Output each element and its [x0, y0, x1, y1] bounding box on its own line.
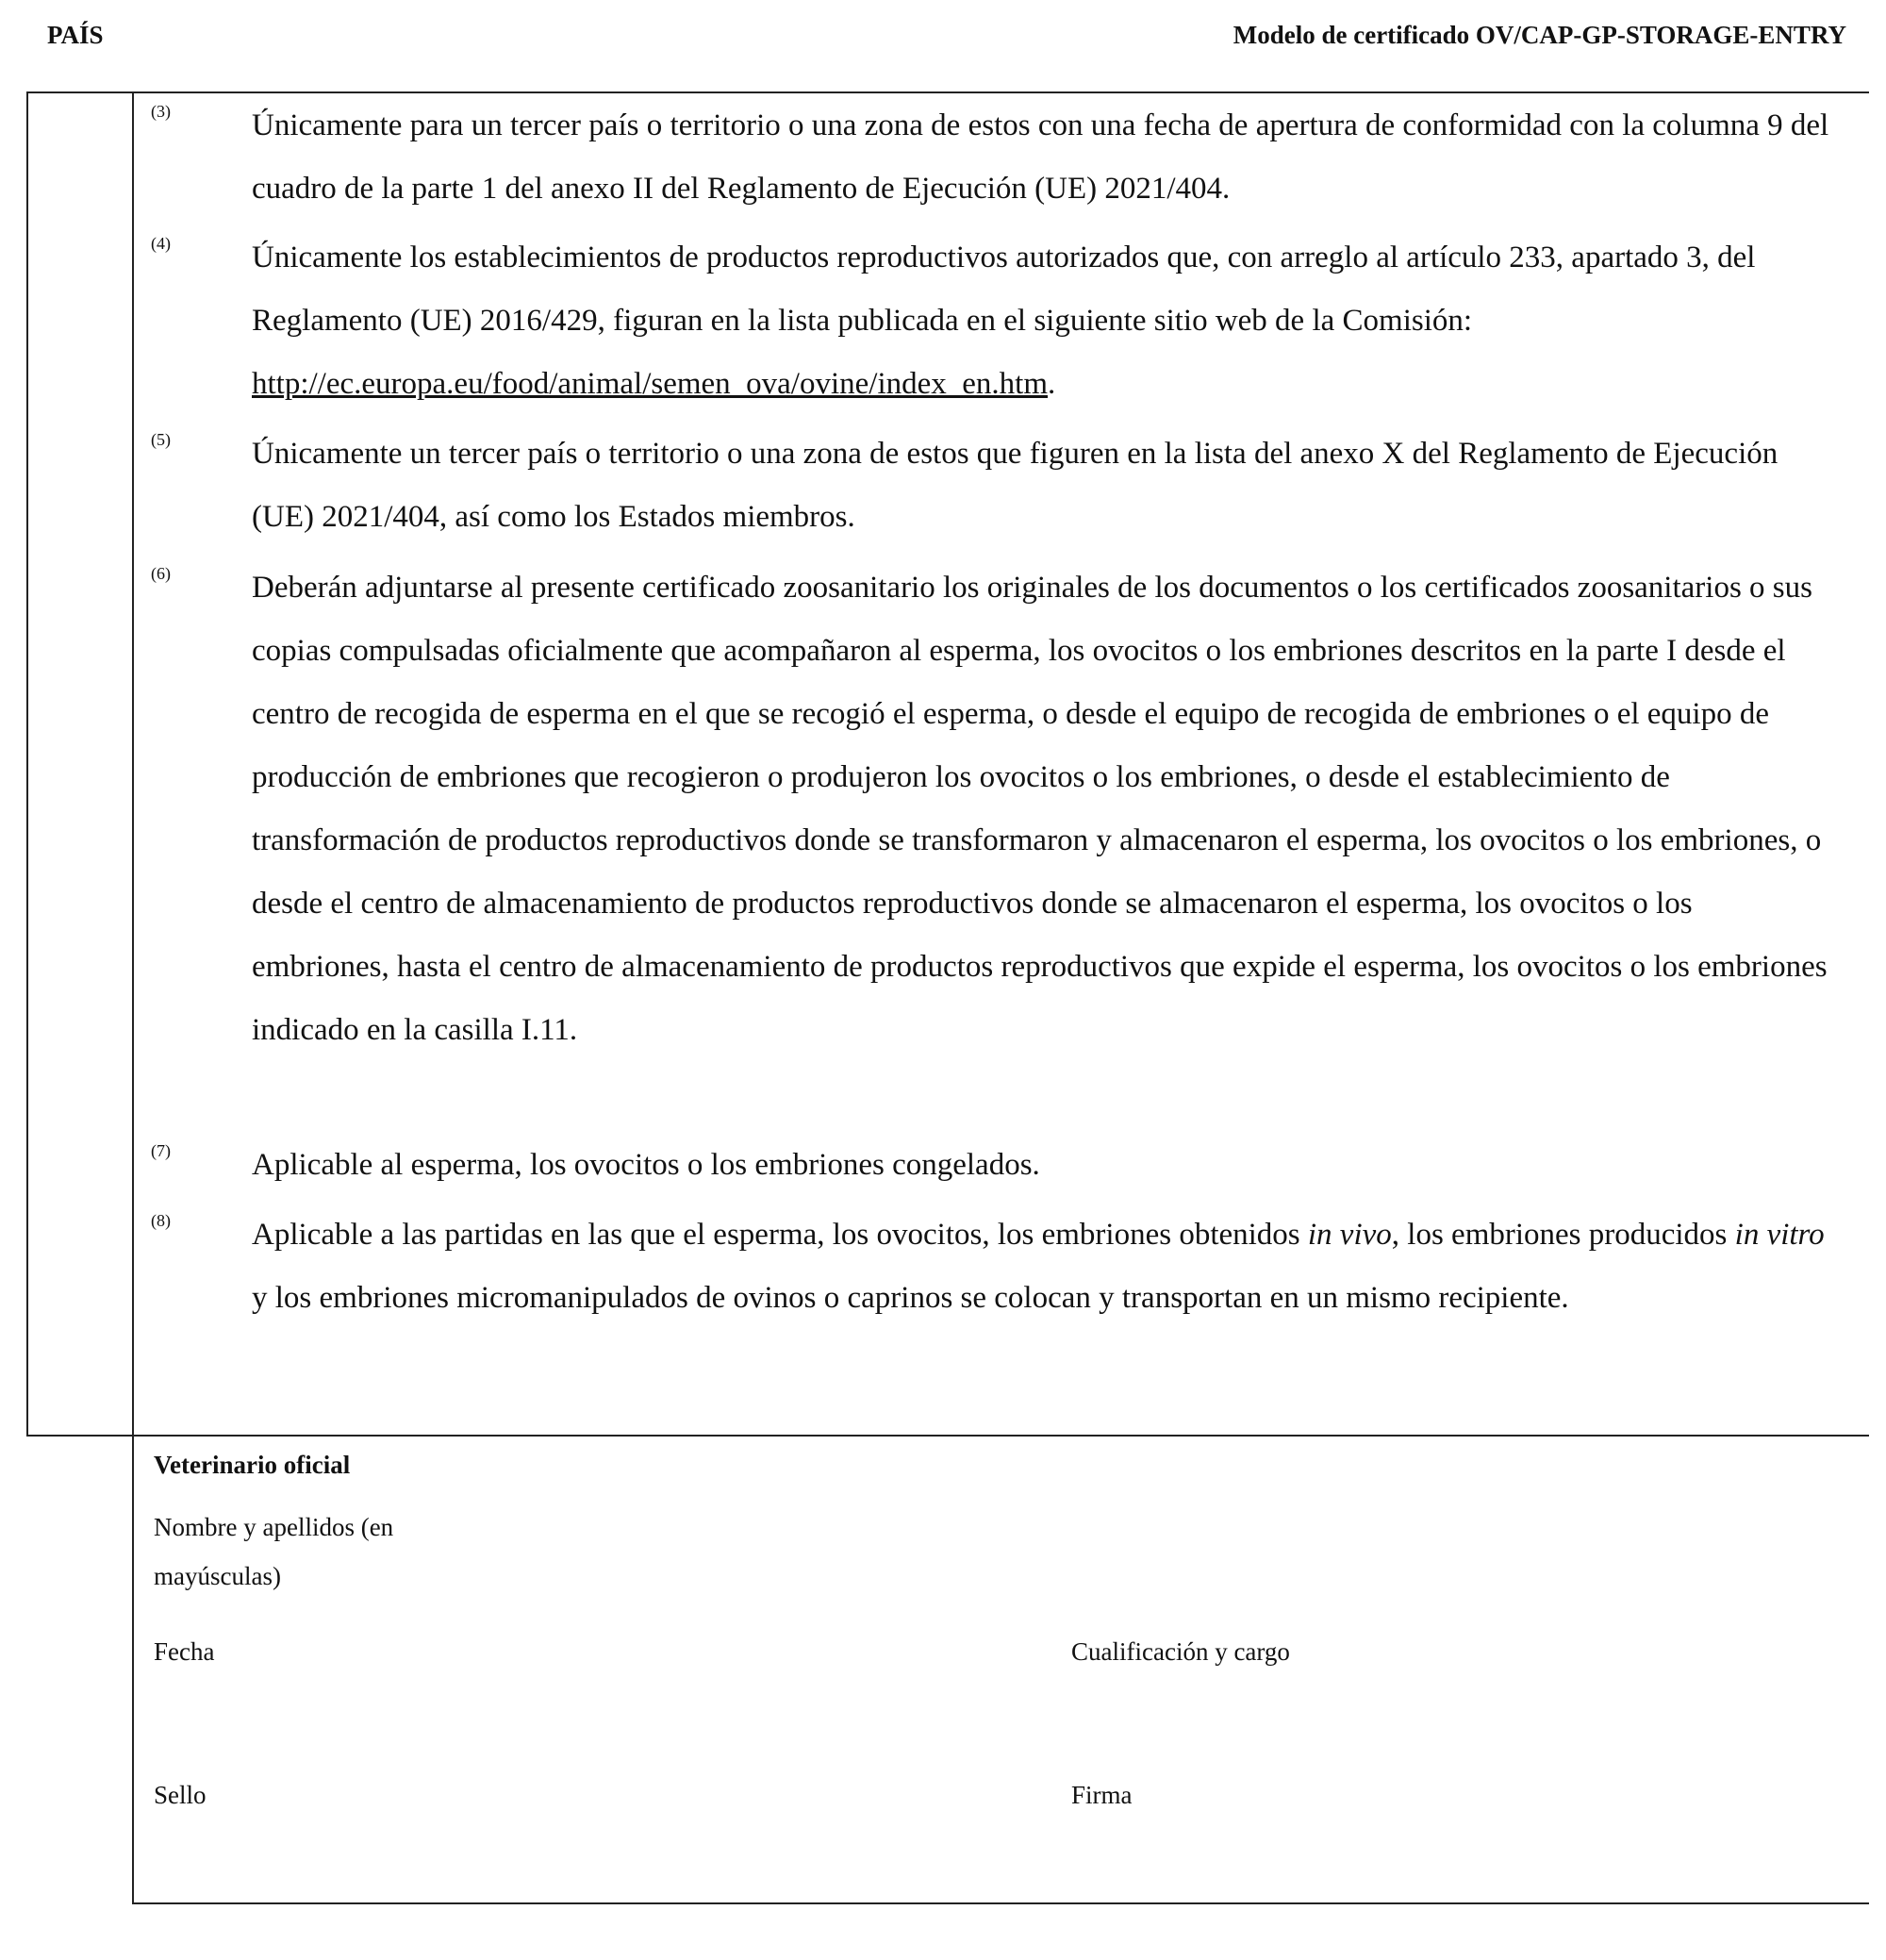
country-header: PAÍS [47, 21, 104, 49]
footnote-text [252, 226, 1836, 416]
footnote-number: (7) [151, 1141, 171, 1160]
commission-website-link[interactable]: http://ec.europa.eu/food/animal/semen_ova/ovine/index_en.htm [252, 367, 1049, 401]
footnote-text: Deberán adjuntarse al presente certificado zoosanitario los originales de los documentos o los certificados zoosanitarios o sus copias compulsadas oficialmente que acompañaron al esperma, los ovocitos o los embriones descritos en la parte I desde el centro de recogida de esperma en el que se recogió el esperma, o desde el equipo de recogida de embriones o el equipo de producción de embriones que recogieron o produjeron los ovocitos o los embriones, o desde el establecimiento de transformación de productos reproductivos donde se transformaron y almacenaron el esperma, los ovocitos o los embriones, o desde el centro de almacenamiento de productos reproductivos donde se almacenaron el esperma, los ovocitos o los embriones, hasta el centro de almacenamiento de productos reproductivos que expide el esperma, los ovocitos o los embriones indicado en la casilla I.11. [252, 571, 1828, 1047]
footnote-number: (8) [151, 1211, 171, 1230]
footnote-number: (3) [151, 102, 171, 121]
official-veterinarian-title: Veterinario oficial [154, 1451, 351, 1479]
table-left-border [26, 91, 28, 1437]
footnote-text-part: , los embriones producidos [1391, 1218, 1735, 1252]
footnote-number: (5) [151, 430, 171, 449]
footnote-text-after: . [1048, 367, 1056, 401]
footnote-text-part: y los embriones micromanipulados de ovinos o caprinos se colocan y transportan en un mismo recipiente. [252, 1281, 1569, 1315]
footnote-number: (4) [151, 234, 171, 253]
stamp-field-label: Sello [154, 1781, 207, 1809]
column-divider [132, 91, 134, 1904]
footnote-text [252, 1204, 1836, 1330]
qualification-field-label: Cualificación y cargo [1071, 1637, 1290, 1666]
footnote-text-before: Únicamente los establecimientos de productos reproductivos autorizados que, con arreglo al artículo 233, apartado 3, del Reglamento (UE) 2016/429, figuran en la lista publicada en el siguiente sitio web de la Comisión: [252, 241, 1756, 338]
certificate-model-header: Modelo de certificado OV/CAP-GP-STORAGE-ENTRY [1233, 21, 1846, 49]
footnote-text: Únicamente para un tercer país o territorio o una zona de estos con una fecha de apertura de conformidad con la columna 9 del cuadro de la parte 1 del anexo II del Reglamento de Ejecución (UE) 2021/404. [252, 108, 1829, 206]
table-bottom-border [132, 1902, 1869, 1904]
section-divider [26, 1435, 1869, 1437]
footnote-number: (6) [151, 564, 171, 583]
footnote-italic-term: in vitro [1734, 1218, 1825, 1252]
footnote-text-part: Aplicable a las partidas en las que el esperma, los ovocitos, los embriones obtenidos [252, 1218, 1308, 1252]
signature-field-label: Firma [1071, 1781, 1133, 1809]
footnote-text: Únicamente un tercer país o territorio o una zona de estos que figuren en la lista del anexo X del Reglamento de Ejecución (UE) 2021/404, así como los Estados miembros. [252, 437, 1778, 534]
date-field-label: Fecha [154, 1637, 215, 1666]
footnote-text: Aplicable al esperma, los ovocitos o los embriones congelados. [252, 1148, 1040, 1182]
table-top-border [26, 91, 1869, 93]
name-field-label: Nombre y apellidos (en mayúsculas) [154, 1513, 394, 1590]
footnote-italic-term: in vivo [1307, 1218, 1392, 1252]
